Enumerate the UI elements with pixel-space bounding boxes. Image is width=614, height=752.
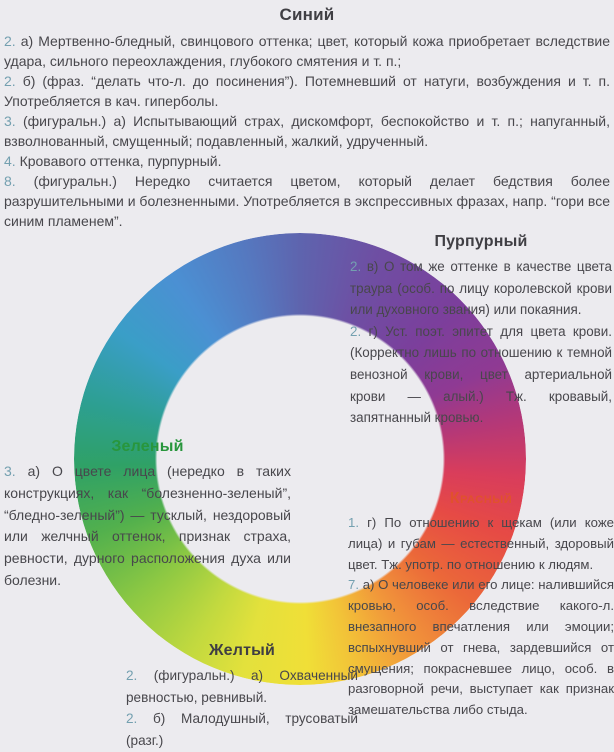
item-number: 2. [4, 33, 16, 49]
section-title-green: Зеленый [111, 438, 184, 455]
section-title-yellow: Желтый [208, 642, 276, 659]
item-text: г) Уст. поэт. эпитет для цвета крови. (Корректно лишь по отношению к темной венозной крови, цвет артериальной крови — алый.) Тж. кровавый, запятнанный кровью. [350, 323, 612, 426]
definition-item [348, 575, 614, 721]
item-text: б) (фраз. “делать что-л. до посинения”). Потемневший от натуги, возбуждения и т. п. Употребляется в кач. гиперболы. [4, 73, 610, 109]
section-purple [350, 233, 612, 429]
definition-item [4, 31, 610, 71]
item-text: (фигуральн.) а) Испытывающий страх, дискомфорт, беспокойство и т. п.; напуганный, взволнованный, смущенный; подавленный, жалкий, удрученный. [4, 113, 611, 149]
item-text: а) Мертвенно-бледный, свинцового оттенка; цвет, который кожа приобретает вследствие удара, сильного переохлаждения, глубокого смятения и т. п.; [4, 33, 611, 69]
definition-item [4, 111, 610, 151]
definition-item [126, 708, 358, 751]
section-title-blue: Синий [279, 5, 335, 24]
definition-item [350, 321, 612, 429]
section-title-red: Красный [449, 490, 513, 507]
item-text: в) О том же оттенке в качестве цвета траура (особ. по лицу королевской крови или духовного звания) или покаяния. [350, 259, 612, 318]
section-title-purple: Пурпурный [434, 233, 528, 250]
item-number: 3. [4, 113, 16, 129]
item-text: а) О человеке или его лице: налившийся кровью, особ. вследствие какого-л. внезапного впечатления или эмоции; вспыхнувший от гнева, зардевшийся от смущения; покрасневшее лицо, особ. в разговорной речи, выступает как признак замешательства либо стыда. [348, 577, 614, 718]
section-green [4, 438, 291, 592]
definition-item [4, 461, 291, 592]
item-number: 7. [348, 577, 359, 593]
item-number: 2. [4, 73, 16, 89]
item-number: 1. [348, 515, 359, 530]
item-text: Кровавого оттенка, пурпурный. [19, 153, 222, 169]
item-number: 4. [4, 153, 16, 169]
definition-item [348, 513, 614, 575]
item-text: (фигуральн.) а) Охваченный ревностью, ревнивый. [126, 668, 359, 705]
item-text: г) По отношению к щекам (или коже лица) и губам — естественный, здоровый цвет. Тж. употр. по отношению к людям. [348, 515, 614, 572]
item-number: 8. [4, 173, 16, 189]
section-yellow [126, 642, 358, 751]
item-text: а) О цвете лица (нередко в таких конструкциях, как “болезненно-зеленый”, “бледно-зеленый”) — тусклый, нездоровый или желчный оттенок, признак страха, ревности, дурного расположения духа или болезни. [4, 463, 291, 588]
item-number: 2. [126, 668, 138, 683]
item-text: б) Малодушный, трусоватый (разг.) [126, 711, 358, 748]
definition-item [350, 256, 612, 321]
item-number: 2. [350, 323, 362, 339]
definition-item [4, 71, 610, 111]
item-text: (фигуральн.) Нередко считается цветом, который делает бедствия более разрушительными и болезненными. Употребляется в экспрессивных фразах, напр. “гори все синим пламенем”. [4, 173, 611, 229]
definition-item [126, 665, 358, 708]
definition-item [4, 151, 610, 171]
item-number: 2. [350, 259, 362, 274]
item-number: 2. [126, 711, 138, 726]
section-blue [4, 5, 610, 231]
definition-item [4, 171, 610, 231]
item-number: 3. [4, 463, 16, 479]
section-red [348, 490, 614, 721]
